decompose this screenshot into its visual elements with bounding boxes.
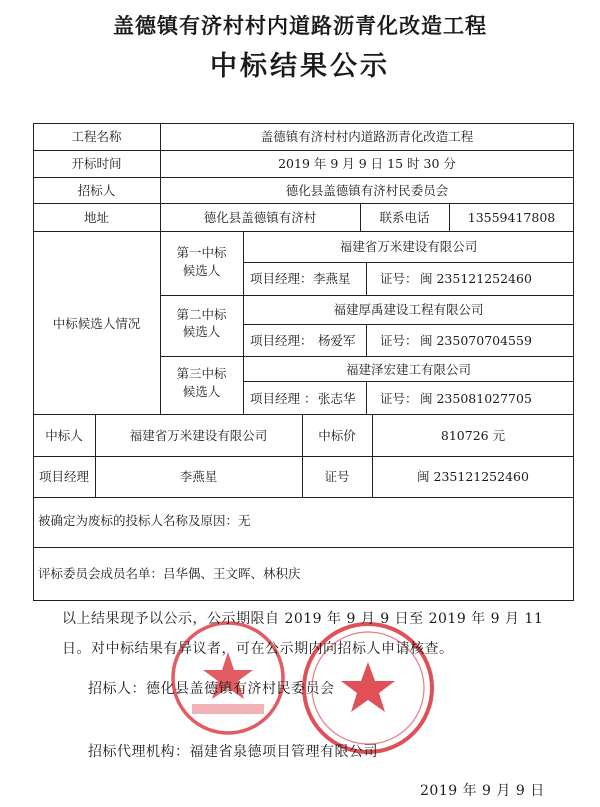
candidate-manager-label: 项目经理： <box>250 271 313 286</box>
table-rule <box>33 231 574 232</box>
document-subtitle: 中标结果公示 <box>210 51 390 82</box>
tenderer-value: 德化县盖德镇有济村民委员会 <box>285 183 449 198</box>
table-rule <box>302 414 303 497</box>
table-rule <box>33 414 574 415</box>
agency-signature: 招标代理机构：福建省泉德项目管理有限公司 <box>88 744 378 760</box>
candidate-company: 福建泽宏建工有限公司 <box>345 362 471 377</box>
phone-value: 13559417808 <box>467 210 556 225</box>
notice-date: 2019 年 9 月 9 日 <box>420 783 545 799</box>
bid-time-value: 2019 年 9 月 9 日 15 时 30 分 <box>278 156 456 171</box>
candidate-rank: 第三中标 <box>176 366 227 381</box>
table-rule <box>366 262 367 295</box>
candidate-rank: 候选人 <box>182 324 221 339</box>
candidate-cert: 闽 235070704559 <box>420 333 532 348</box>
candidate-company: 福建省万米建设有限公司 <box>339 239 478 254</box>
winner-value: 福建省万米建设有限公司 <box>129 428 268 443</box>
price-value: 810726 元 <box>440 428 506 443</box>
price-label: 中标价 <box>318 428 356 443</box>
cert-label: 证号 <box>324 469 350 484</box>
candidate-cert-label: 证号： <box>380 333 418 348</box>
candidate-manager-label: 项目经理： <box>250 333 313 348</box>
table-rule <box>33 150 574 151</box>
table-rule <box>33 177 574 178</box>
table-rule <box>243 231 244 414</box>
candidate-company: 福建厚禹建设工程有限公司 <box>333 302 484 317</box>
winner-label: 中标人 <box>45 428 83 443</box>
table-rule <box>372 414 373 497</box>
tenderer-label: 招标人 <box>77 183 116 198</box>
project-name-label: 工程名称 <box>71 129 122 144</box>
candidate-rank: 第二中标 <box>176 307 227 322</box>
manager-value: 李燕星 <box>179 469 218 484</box>
candidates-label: 中标候选人情况 <box>52 316 141 331</box>
table-rule <box>33 203 574 204</box>
notice-line-1: 以上结果现予以公示，公示期限自 2019 年 9 月 9 日至 2019 年 9 月 11 <box>62 611 544 627</box>
address-label: 地址 <box>83 210 109 225</box>
table-rule <box>243 381 574 382</box>
table-rule <box>366 381 367 414</box>
document-title: 盖德镇有济村村内道路沥青化改造工程 <box>113 13 487 38</box>
table-rule <box>160 295 574 296</box>
table-rule <box>160 356 574 357</box>
cert-value: 闽 235121252460 <box>417 469 529 484</box>
invalid-bids: 被确定为废标的投标人名称及原因：无 <box>38 513 251 528</box>
committee-members: 评标委员会成员名单：吕华偶、王文晖、林积庆 <box>38 566 301 581</box>
address-value: 德化县盖德镇有济村 <box>203 210 317 225</box>
notice-line-2: 日。对中标结果有异议者，可在公示期内向招标人申请核查。 <box>62 641 454 657</box>
table-rule <box>33 456 574 457</box>
table-rule <box>366 324 367 356</box>
manager-label: 项目经理 <box>38 469 89 484</box>
phone-label: 联系电话 <box>379 210 430 225</box>
candidate-cert: 闽 235081027705 <box>420 391 532 406</box>
candidate-cert-label: 证号： <box>380 391 418 406</box>
candidate-manager-label: 项目经理 ： <box>250 391 317 406</box>
candidate-rank: 第一中标 <box>176 245 227 260</box>
candidate-manager: 杨爱军 <box>318 333 356 348</box>
candidate-rank: 候选人 <box>182 263 221 278</box>
table-rule <box>95 414 96 497</box>
candidate-manager: 李燕星 <box>313 271 351 286</box>
candidate-cert: 闽 235121252460 <box>420 271 532 286</box>
table-rule <box>33 547 574 548</box>
table-rule <box>33 497 574 498</box>
tenderer-signature: 招标人：德化县盖德镇有济村民委员会 <box>88 681 335 697</box>
candidate-rank: 候选人 <box>182 384 221 399</box>
bid-time-label: 开标时间 <box>71 156 122 171</box>
candidate-cert-label: 证号： <box>380 271 418 286</box>
project-name-value: 盖德镇有济村村内道路沥青化改造工程 <box>260 129 474 144</box>
table-rule <box>243 324 574 325</box>
candidate-manager: 张志华 <box>318 391 356 406</box>
table-rule <box>243 262 574 263</box>
